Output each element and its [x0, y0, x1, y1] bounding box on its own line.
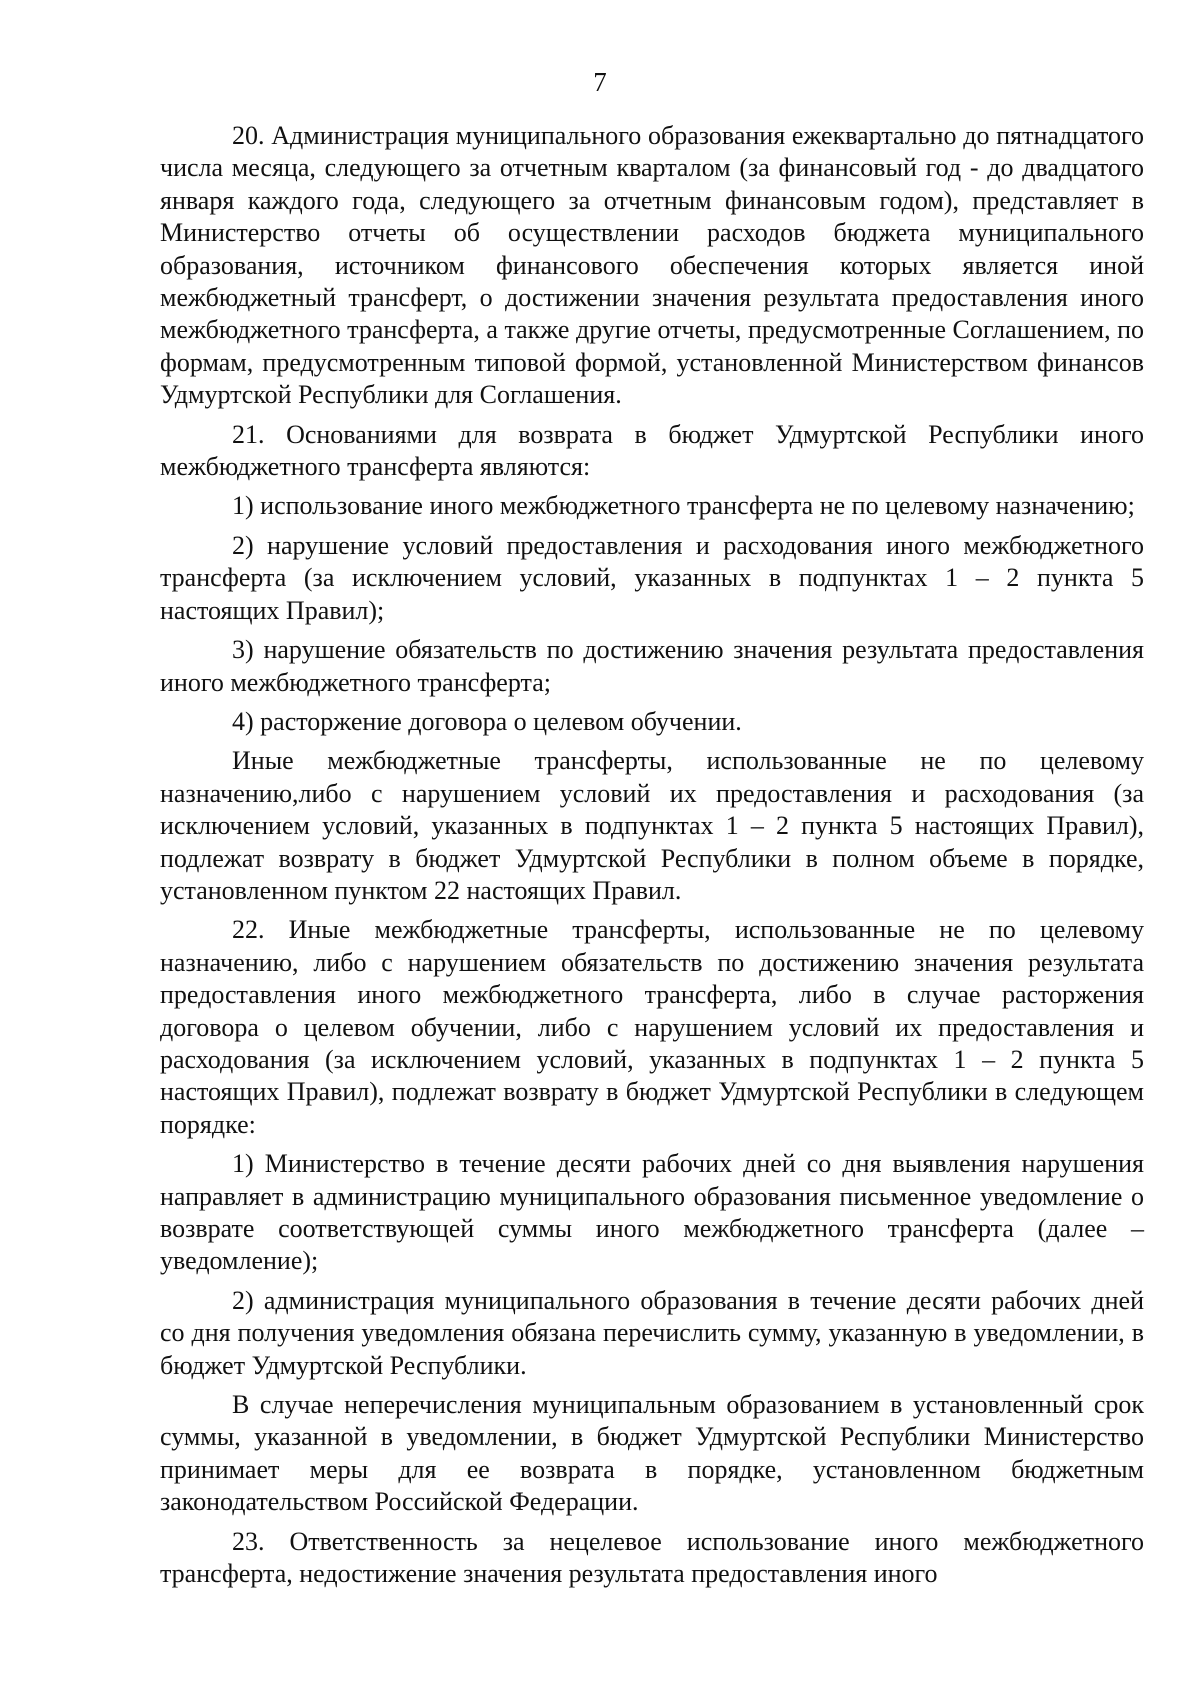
paragraph-22-note: В случае неперечисления муниципальным образованием в установленный срок суммы, указанной в уведомлении, в бюджет Удмуртской Республики Министерство принимает меры для ее возврата в порядке, установленном бюджетным законодательством Российской Федерации. — [160, 1390, 1144, 1517]
paragraph-21-item-4: 4) расторжение договора о целевом обучении. — [232, 706, 742, 736]
paragraph-22-item-1: 1) Министерство в течение десяти рабочих дней со дня выявления нарушения направляет в администрацию муниципального образования письменное уведомление о возврате соответствующей суммы иного межбюджетного трансферта (далее – уведомление); — [160, 1149, 1144, 1276]
paragraph-22-item-2: 2) администрация муниципального образования в течение десяти рабочих дней со дня получения уведомления обязана перечислить сумму, указанную в уведомлении, в бюджет Удмуртской Республики. — [160, 1285, 1144, 1380]
paragraph-21-item-2: 2) нарушение условий предоставления и расходования иного межбюджетного трансферта (за исключением условий, указанных в подпунктах 1 – 2 пункта 5 настоящих Правил); — [160, 530, 1144, 625]
paragraph-21-item-1: 1) использование иного межбюджетного трансферта не по целевому назначению; — [232, 491, 1135, 521]
paragraph-21: 21. Основаниями для возврата в бюджет Удмуртской Республики иного межбюджетного трансферта являются: — [160, 419, 1144, 482]
paragraph-21-note: Иные межбюджетные трансферты, использованные не по целевому назначению,либо с нарушением условий их предоставления и расходования (за исключением условий, указанных в подпунктах 1 – 2 пункта 5 настоящих Правил), подлежат возврату в бюджет Удмуртской Республики в полном объеме в порядке, установленном пунктом 22 настоящих Правил. — [160, 746, 1144, 905]
page-number: 7 — [593, 67, 607, 97]
paragraph-23: 23. Ответственность за нецелевое использование иного межбюджетного трансферта, недостижение значения результата предоставления иного — [160, 1526, 1144, 1589]
document-body — [160, 120, 1144, 1590]
paragraph-22: 22. Иные межбюджетные трансферты, использованные не по целевому назначению, либо с нарушением обязательств по достижению значения результата предоставления иного межбюджетного трансферта, либо в случае расторжения договора о целевом обучении, либо с нарушением условий их предоставления и расходования (за исключением условий, указанных в подпунктах 1 – 2 пункта 5 настоящих Правил), подлежат возврату в бюджет Удмуртской Республики в следующем порядке: — [160, 915, 1144, 1139]
paragraph-20: 20. Администрация муниципального образования ежеквартально до пятнадцатого числа месяца, следующего за отчетным кварталом (за финансовый год - до двадцатого января каждого года, следующего за отчетным финансовым годом), представляет в Министерство отчеты об осуществлении расходов бюджета муниципального образования, источником финансового обеспечения которых является иной межбюджетный трансферт, о достижении значения результата предоставления иного межбюджетного трансферта, а также другие отчеты, предусмотренные Соглашением, по формам, предусмотренным типовой формой, установленной Министерством финансов Удмуртской Республики для Соглашения. — [160, 121, 1144, 410]
paragraph-21-item-3: 3) нарушение обязательств по достижению значения результата предоставления иного межбюджетного трансферта; — [160, 635, 1144, 697]
